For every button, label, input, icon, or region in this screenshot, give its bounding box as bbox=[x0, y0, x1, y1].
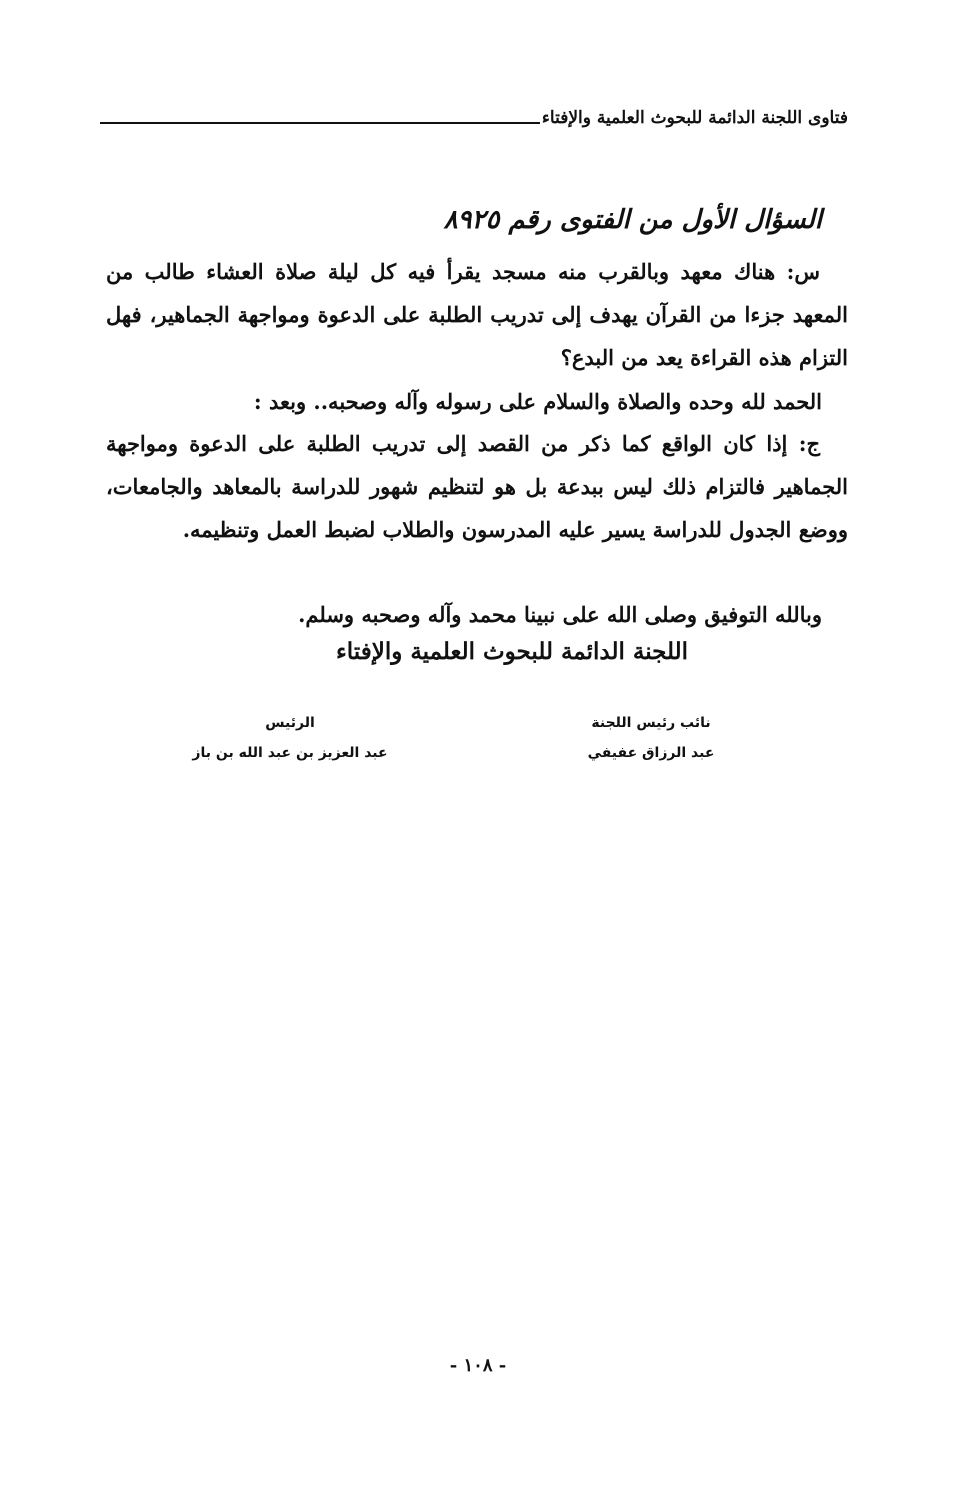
chair-name: عبد العزيز بن عبد الله بن باز bbox=[192, 745, 388, 761]
signatory-deputy bbox=[576, 708, 726, 768]
closing-line: وبالله التوفيق وصلى الله على نبينا محمد وآله وصحبه وسلم. bbox=[298, 602, 822, 627]
page-number: - ١٠٨ - bbox=[449, 1355, 507, 1376]
signatory-chair bbox=[190, 708, 390, 768]
deputy-name: عبد الرزاق عفيفي bbox=[587, 745, 715, 761]
fatwa-heading: السؤال الأول من الفتوى رقم ٨٩٢٥ bbox=[443, 205, 822, 235]
question-paragraph bbox=[106, 250, 848, 379]
deputy-title: نائب رئيس اللجنة bbox=[591, 715, 711, 731]
running-title: فتاوى اللجنة الدائمة للبحوث العلمية والإفتاء bbox=[541, 108, 848, 128]
praise-line: الحمد لله وحده والصلاة والسلام على رسوله وآله وصحبه.. وبعد : bbox=[253, 389, 822, 414]
committee-name: اللجنة الدائمة للبحوث العلمية والإفتاء bbox=[335, 638, 688, 665]
question-text: س: هناك معهد وبالقرب منه مسجد يقرأ فيه كل ليلة صلاة العشاء طالب من المعهد جزءا من القرآن يهدف إلى تدريب الطلبة على الدعوة ومواجهة الجماهير، فهل التزام هذه القراءة يعد من البدع؟ bbox=[106, 259, 848, 370]
chair-title: الرئيس bbox=[265, 715, 315, 731]
running-header bbox=[100, 100, 848, 130]
header-rule bbox=[100, 122, 540, 124]
answer-text: ج: إذا كان الواقع كما ذكر من القصد إلى تدريب الطلبة على الدعوة ومواجهة الجماهير فالتزام ذلك ليس ببدعة بل هو لتنظيم شهور للدراسة بالمعاهد والجامعات، ووضع الجدول للدراسة يسير عليه المدرسون والطلاب لضبط العمل وتنظيمه. bbox=[106, 431, 848, 542]
answer-paragraph bbox=[106, 422, 848, 551]
